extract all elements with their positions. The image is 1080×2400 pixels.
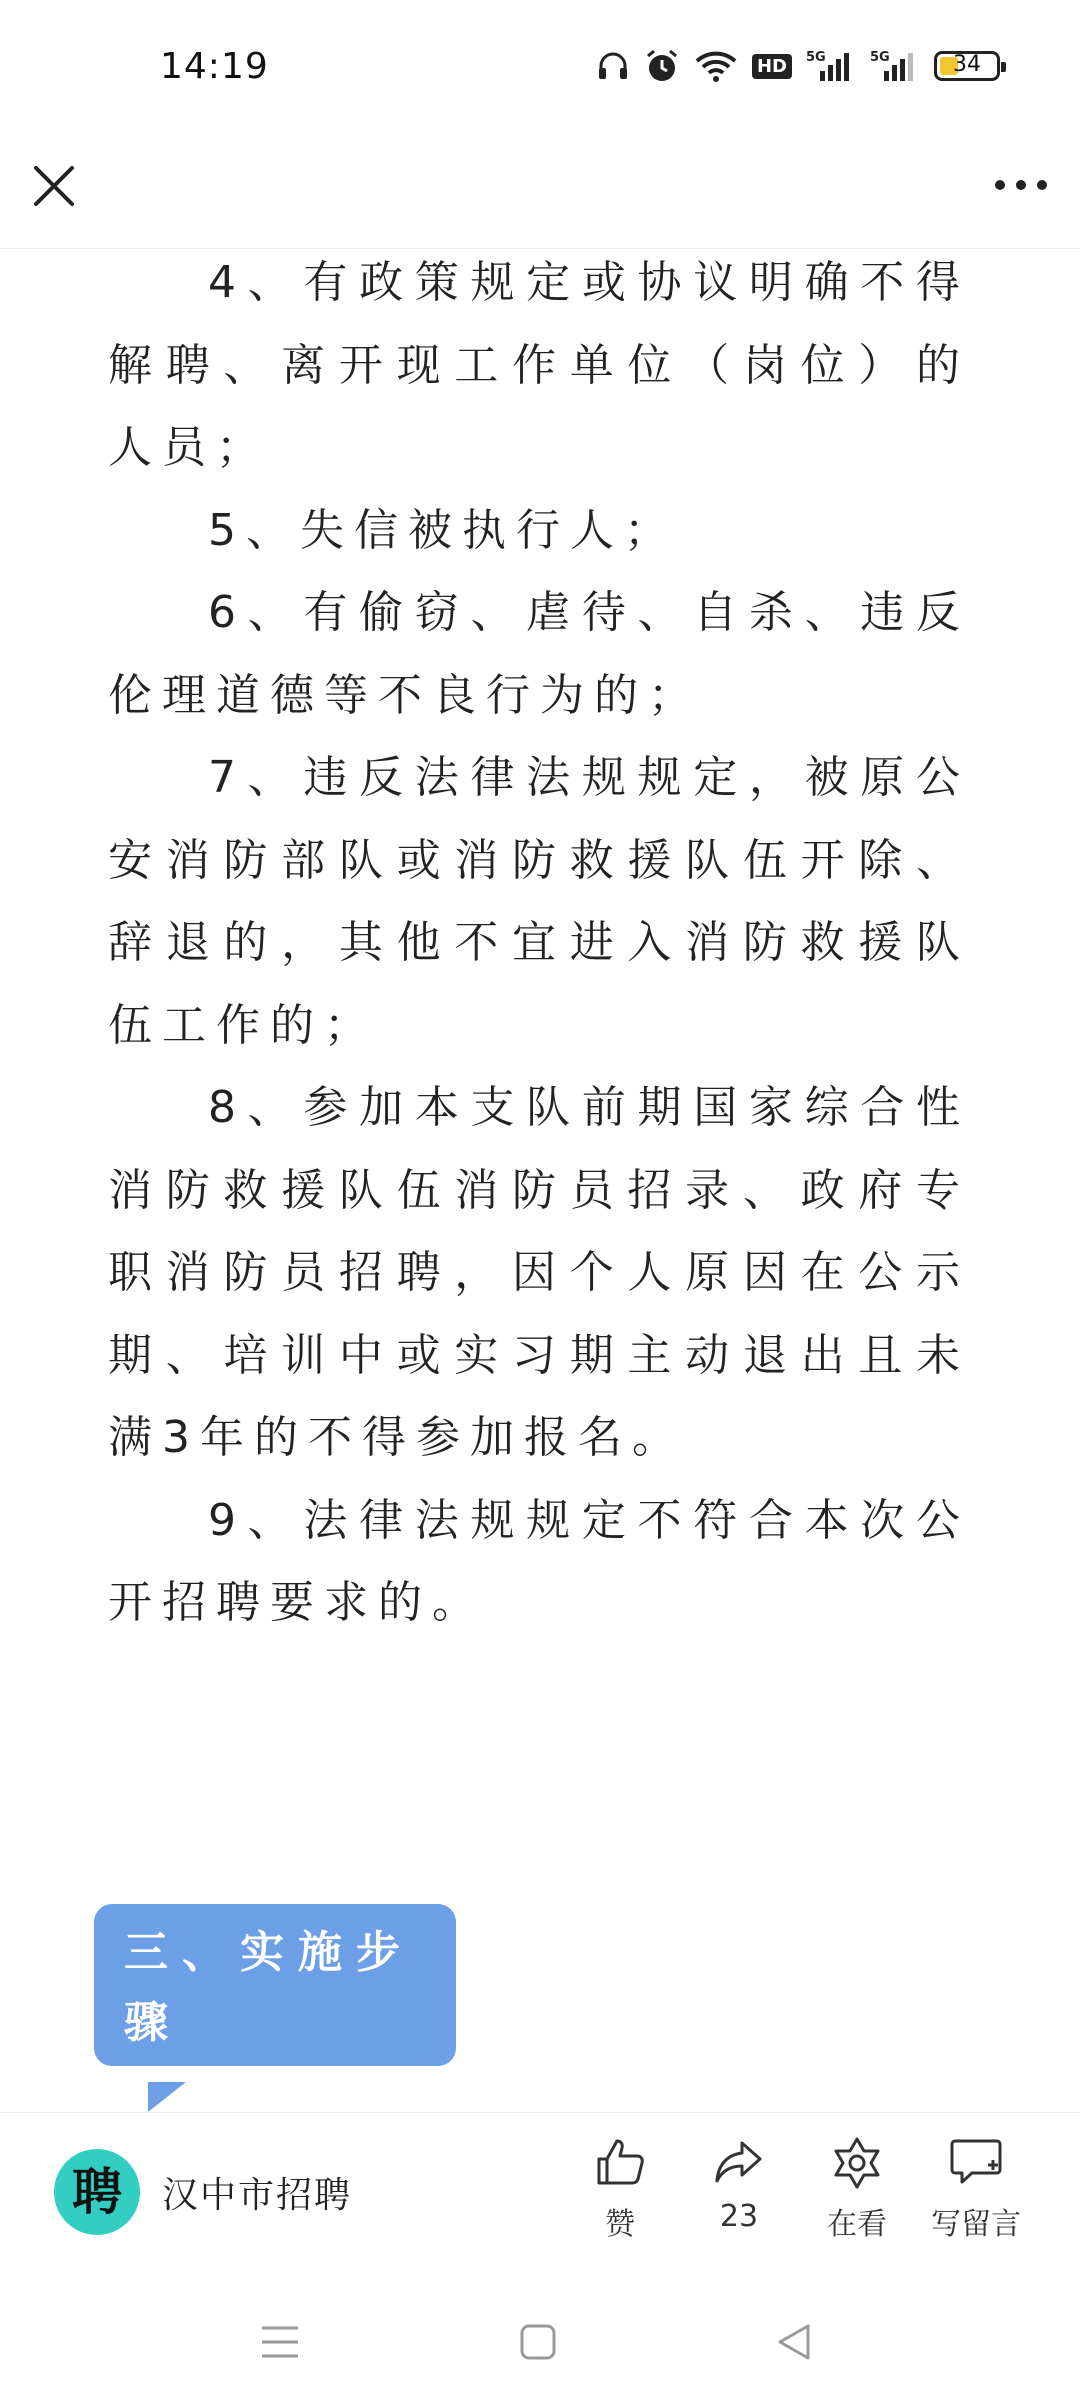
close-button[interactable] <box>24 156 84 216</box>
svg-text:5G: 5G <box>870 50 890 65</box>
alarm-icon <box>644 48 680 84</box>
like-button[interactable] <box>560 2135 680 2243</box>
svg-text:5G: 5G <box>806 50 826 65</box>
wifi-icon <box>694 49 738 83</box>
section-heading: 三、实施步骤 <box>94 1904 456 2066</box>
more-icon <box>993 178 1049 192</box>
article-paragraph: 5、失信被执行人； <box>208 504 678 556</box>
article-body <box>108 242 970 1645</box>
home-button[interactable] <box>508 2312 568 2372</box>
menu-button[interactable] <box>250 2312 310 2372</box>
account-name[interactable]: 汉中市招聘 <box>162 2175 353 2216</box>
more-button[interactable] <box>986 160 1056 210</box>
system-nav-bar <box>0 2282 1080 2400</box>
like-label: 赞 <box>605 2207 635 2242</box>
star-icon <box>830 2135 884 2189</box>
article-paragraph: 7、违反法律法规规定，被原公安消防部队或消防救援队伍开除、辞退的，其他不宜进入消防救援队伍工作的； <box>108 752 970 1051</box>
square-icon <box>519 2323 557 2361</box>
article-paragraph: 8、参加本支队前期国家综合性消防救援队伍消防员招录、政府专职消防员招聘，因个人原因在公示期、培训中或实习期主动退出且未满3年的不得参加报名。 <box>108 1082 970 1463</box>
back-button[interactable] <box>764 2312 824 2372</box>
battery-icon <box>934 51 1000 81</box>
signal-icon <box>870 49 920 83</box>
share-count: 23 <box>719 2199 759 2234</box>
thumbs-up-icon <box>593 2135 647 2189</box>
article-paragraph: 9、法律法规规定不符合本次公开招聘要求的。 <box>108 1494 970 1628</box>
status-time: 14:19 <box>160 46 269 87</box>
article-paragraph: 6、有偷窃、虐待、自杀、违反伦理道德等不良行为的； <box>108 587 970 721</box>
top-nav <box>0 140 1080 249</box>
comment-icon <box>948 2135 1004 2189</box>
hd-icon: HD <box>752 54 792 79</box>
article-paragraph: 4、有政策规定或协议明确不得解聘、离开现工作单位（岗位）的人员； <box>108 257 970 473</box>
close-icon <box>32 164 76 208</box>
section-heading-tail <box>148 2082 186 2112</box>
watching-button[interactable] <box>797 2135 917 2243</box>
avatar[interactable]: 聘 <box>54 2149 140 2235</box>
back-triangle-icon <box>774 2322 814 2362</box>
action-bar <box>0 2112 1080 2283</box>
battery-tip <box>1001 62 1006 72</box>
signal-icon <box>806 49 856 83</box>
share-icon <box>712 2135 766 2189</box>
status-icons <box>596 48 1000 84</box>
share-button[interactable] <box>679 2135 799 2234</box>
status-bar <box>0 0 1080 140</box>
battery-level: 34 <box>953 52 981 77</box>
comment-label: 写留言 <box>931 2207 1021 2242</box>
headphones-icon <box>596 49 630 83</box>
comment-button[interactable] <box>916 2135 1036 2243</box>
watching-label: 在看 <box>827 2207 887 2242</box>
menu-icon <box>260 2324 300 2360</box>
